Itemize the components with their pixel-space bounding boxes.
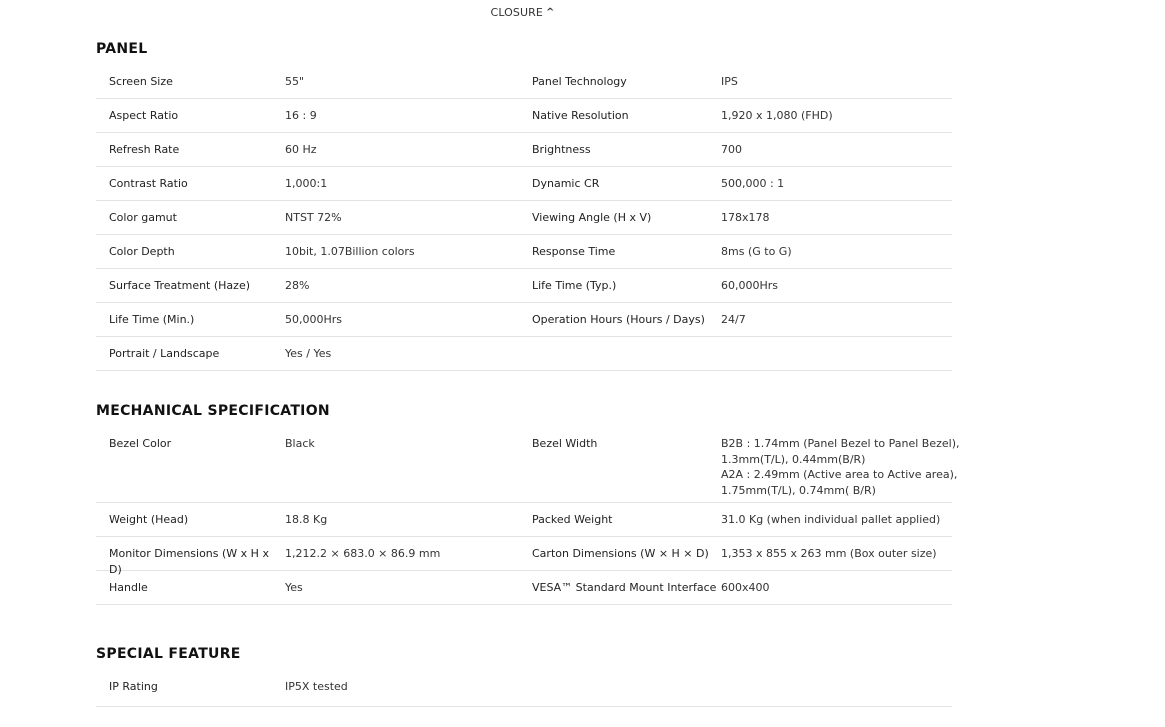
spec-label: Color gamut: [109, 211, 177, 224]
spec-value: 55": [285, 75, 305, 88]
spec-label: Bezel Color: [109, 437, 172, 450]
spec-label: Contrast Ratio: [109, 177, 188, 190]
spec-value: Black: [285, 437, 315, 450]
spec-value: 1,353 x 855 x 263 mm (Box outer size): [721, 547, 937, 560]
closure-label[interactable]: CLOSURE: [490, 6, 543, 19]
panel-spec-table: [96, 65, 952, 371]
spec-label: IP Rating: [109, 680, 158, 693]
spec-label: Panel Technology: [532, 75, 627, 88]
spec-value: 31.0 Kg (when individual pallet applied): [721, 513, 941, 526]
table-row: [96, 167, 952, 201]
special-feature-section: [96, 644, 952, 707]
spec-label: Dynamic CR: [532, 177, 600, 190]
spec-value: 10bit, 1.07Billion colors: [285, 245, 415, 258]
table-row: [96, 670, 952, 707]
spec-label: Bezel Width: [532, 437, 598, 450]
spec-value: 50,000Hrs: [285, 313, 343, 326]
spec-label: Life Time (Typ.): [532, 279, 617, 292]
spec-label: VESA™ Standard Mount Interface: [532, 581, 717, 594]
chevron-up-icon[interactable]: ^: [545, 7, 555, 18]
spec-label: Viewing Angle (H x V): [532, 211, 652, 224]
spec-value: Yes: [285, 581, 303, 594]
special-feature-table: [96, 670, 952, 707]
spec-label: Monitor Dimensions (W x H x D): [109, 547, 269, 576]
table-row: [96, 337, 952, 371]
spec-value-line: 1.3mm(T/L), 0.44mm(B/R): [721, 452, 866, 466]
spec-label: Portrait / Landscape: [109, 347, 220, 360]
spec-label: [532, 337, 721, 370]
spec-value: 600x400: [721, 581, 770, 594]
table-row: [96, 427, 960, 503]
spec-label: Brightness: [532, 143, 591, 156]
mechanical-spec-table: [96, 427, 960, 605]
table-row: [96, 201, 952, 235]
spec-label: Weight (Head): [109, 513, 189, 526]
spec-value: IPS: [721, 75, 738, 88]
spec-value: 8ms (G to G): [721, 245, 792, 258]
spec-label: Surface Treatment (Haze): [109, 279, 251, 292]
spec-label: Life Time (Min.): [109, 313, 195, 326]
spec-label: Response Time: [532, 245, 616, 258]
spec-label: Screen Size: [109, 75, 173, 88]
spec-value: 60,000Hrs: [721, 279, 779, 292]
closure-toggle[interactable]: [0, 6, 1045, 19]
spec-label: Native Resolution: [532, 109, 629, 122]
spec-label: Operation Hours (Hours / Days): [532, 313, 705, 326]
spec-value: Yes / Yes: [285, 347, 332, 360]
spec-value: 1,920 x 1,080 (FHD): [721, 109, 833, 122]
spec-label: Handle: [109, 581, 148, 594]
spec-value: 28%: [285, 279, 310, 292]
table-row: [96, 235, 952, 269]
spec-value: NTST 72%: [285, 211, 342, 224]
spec-value: 500,000 : 1: [721, 177, 785, 190]
table-row: [96, 537, 952, 576]
mechanical-section: [96, 401, 960, 605]
spec-value: 24/7: [721, 313, 746, 326]
spec-value: 178x178: [721, 211, 770, 224]
spec-label: Carton Dimensions (W × H × D): [532, 547, 709, 560]
table-row: [96, 303, 952, 337]
spec-value-line: B2B : 1.74mm (Panel Bezel to Panel Bezel),: [721, 437, 960, 450]
spec-label: Refresh Rate: [109, 143, 180, 156]
spec-value: [721, 337, 952, 370]
spec-label: Packed Weight: [532, 513, 613, 526]
section-title-special-feature: SPECIAL FEATURE: [96, 646, 241, 662]
section-title-mechanical: MECHANICAL SPECIFICATION: [96, 403, 330, 419]
spec-value-line: A2A : 2.49mm (Active area to Active area),: [721, 468, 958, 481]
table-row: [96, 503, 952, 537]
table-row: [96, 65, 952, 99]
spec-value: 18.8 Kg: [285, 513, 328, 526]
table-row: [96, 571, 952, 605]
spec-value: 16 : 9: [285, 109, 317, 122]
spec-value-multiline: [721, 427, 960, 502]
section-title-panel: PANEL: [96, 41, 148, 57]
spec-value-line: 1.75mm(T/L), 0.74mm( B/R): [721, 483, 876, 497]
spec-value: 60 Hz: [285, 143, 317, 156]
spec-label: Aspect Ratio: [109, 109, 179, 122]
panel-section: [96, 39, 952, 371]
table-row: [96, 269, 952, 303]
spec-value: 700: [721, 143, 742, 156]
spec-label: Color Depth: [109, 245, 175, 258]
spec-value: IP5X tested: [285, 680, 348, 693]
spec-value: 1,212.2 × 683.0 × 86.9 mm: [285, 547, 441, 560]
table-row: [96, 99, 952, 133]
table-row: [96, 133, 952, 167]
spec-value: 1,000:1: [285, 177, 328, 190]
